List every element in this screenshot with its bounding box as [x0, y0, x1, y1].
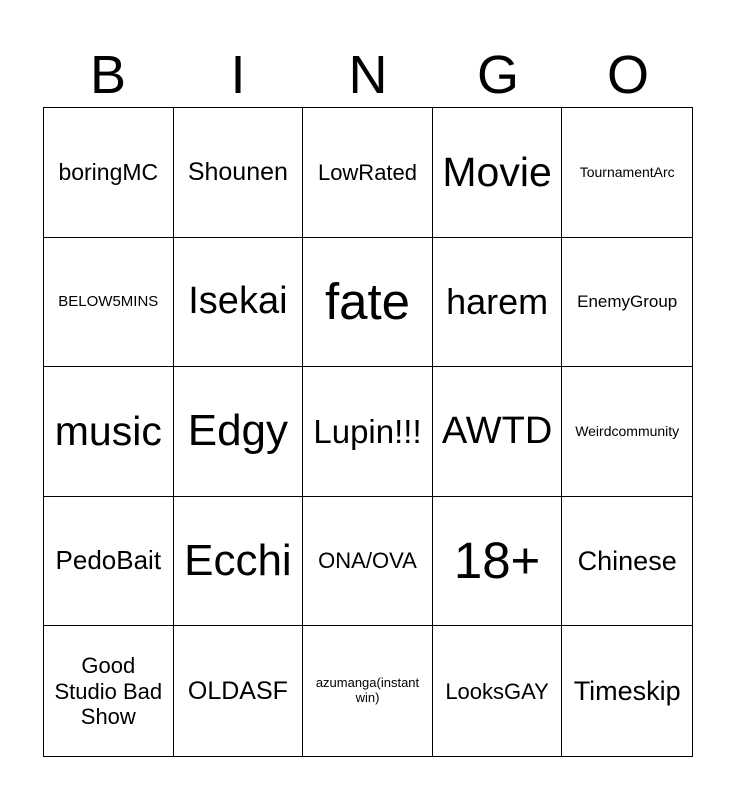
- bingo-cell[interactable]: azumanga(instant win): [303, 626, 433, 756]
- bingo-cell[interactable]: BELOW5MINS: [44, 238, 174, 368]
- bingo-cell[interactable]: Shounen: [174, 108, 304, 238]
- bingo-cell[interactable]: AWTD: [433, 367, 563, 497]
- bingo-cell[interactable]: TournamentArc: [562, 108, 692, 238]
- bingo-cell[interactable]: Lupin!!!: [303, 367, 433, 497]
- bingo-cell[interactable]: EnemyGroup: [562, 238, 692, 368]
- bingo-cell[interactable]: Ecchi: [174, 497, 304, 627]
- bingo-cell[interactable]: Edgy: [174, 367, 304, 497]
- bingo-cell[interactable]: OLDASF: [174, 626, 304, 756]
- bingo-cell[interactable]: harem: [433, 238, 563, 368]
- bingo-board: [43, 107, 693, 757]
- bingo-cell[interactable]: music: [44, 367, 174, 497]
- header-letter-g: G: [476, 45, 519, 105]
- bingo-cell[interactable]: PedoBait: [44, 497, 174, 627]
- bingo-cell[interactable]: Timeskip: [573, 675, 681, 706]
- header-letter-i: I: [230, 45, 246, 105]
- bingo-cell[interactable]: LooksGAY: [433, 626, 563, 756]
- bingo-cell[interactable]: ONA/OVA: [303, 497, 433, 627]
- header-letter-b: B: [89, 45, 127, 105]
- bingo-cell[interactable]: Good Studio Bad Show: [44, 626, 174, 756]
- bingo-cell[interactable]: Isekai: [174, 238, 304, 368]
- bingo-cell[interactable]: LowRated: [303, 108, 433, 238]
- header-letter-n: N: [348, 45, 388, 105]
- bingo-cell[interactable]: Movie: [433, 108, 563, 238]
- bingo-cell[interactable]: 18+: [433, 497, 563, 627]
- bingo-cell[interactable]: Weirdcommunity: [562, 367, 692, 497]
- bingo-cell[interactable]: boringMC: [44, 108, 174, 238]
- bingo-cell[interactable]: fate: [303, 238, 433, 368]
- header-letter-o: O: [606, 45, 649, 105]
- bingo-header: [43, 42, 693, 108]
- bingo-cell[interactable]: Chinese: [562, 497, 692, 627]
